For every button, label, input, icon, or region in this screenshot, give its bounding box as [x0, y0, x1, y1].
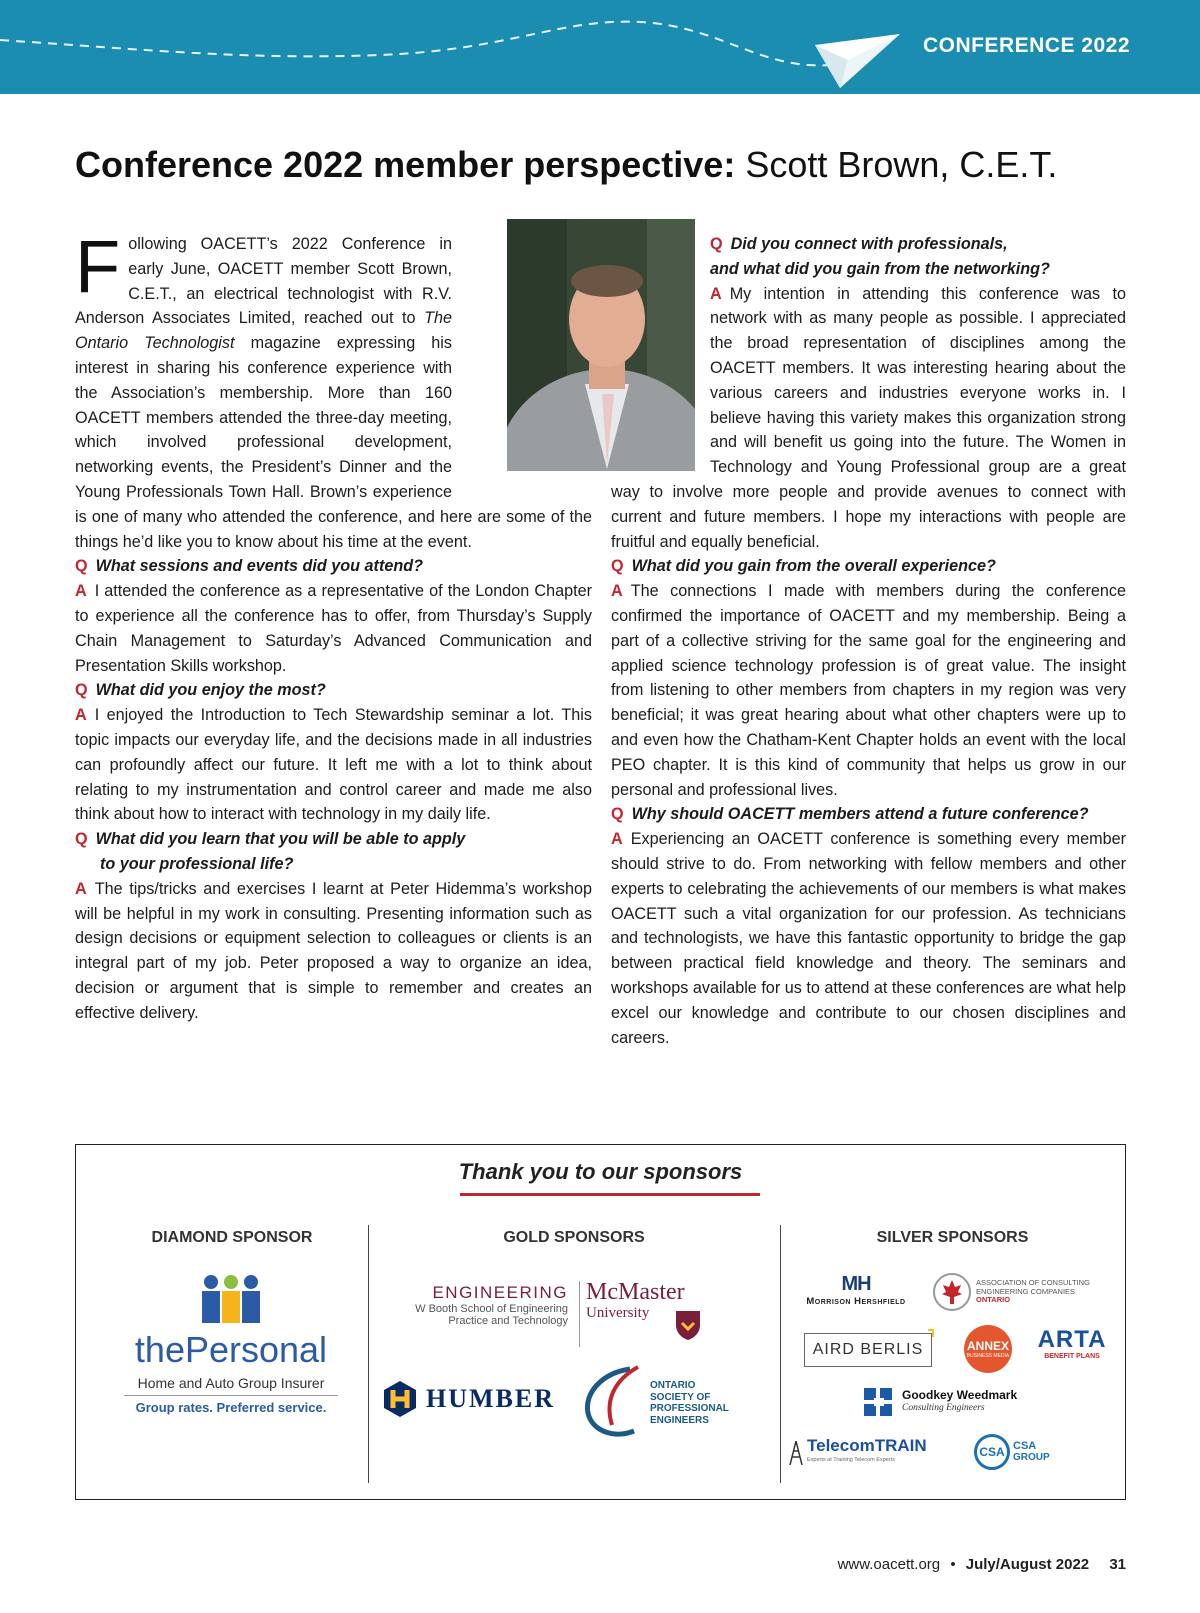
tower-icon — [788, 1439, 804, 1467]
goodkey-text: Goodkey Weedmark Consulting Engineers — [902, 1388, 1018, 1413]
intro-text-2: magazine expressing his interest in sharing his conference experience with the Association’s membership. More than 160 OACETT members attended the three-day meeting, which involved professional development, networking events, the President’s Dinner and the Young Professionals Town Hall. Brown’s experience is one of many who attended the conference, and here are some of the things he’d like you to know about his time at the event. — [75, 334, 592, 551]
answer-sessions: A I attended the conference as a representative of the London Chapter to experience all the conference has to offer, from Thursday’s Supply Chain Management to Saturday’s Advanced Communication and Presentation Skills workshop. — [75, 582, 592, 675]
title-bold: Conference 2022 member perspective: — [75, 144, 736, 185]
answer-future: A Experiencing an OACETT conference is something every member should strive to do. From networking with fellow members and other experts to celebrating the achievements of our members is what makes OACETT such a vital organization for our profession. As technicians and technologists, we have this fantastic opportunity to bridge the gap between practical field knowledge and theory. The seminars and workshops available for us to attend at these conferences are what help excel our knowledge and contribute to our chosen disciplines and careers. — [611, 830, 1126, 1047]
booth-line3: Practice and Technology — [448, 1315, 568, 1327]
footer-bullet: • — [950, 1556, 956, 1573]
acec-text: ASSOCIATION OF CONSULTING ENGINEERING COMPANIES ONTARIO — [976, 1278, 1090, 1305]
booth-engineering-logo[interactable] — [388, 1283, 568, 1347]
morrison-hershfield-logo[interactable] — [786, 1273, 926, 1317]
sponsors-box — [75, 1144, 1126, 1500]
telecomtrain-text: TelecomTRAIN Experts at Training Telecom Experts — [807, 1436, 927, 1463]
acec-ontario-logo[interactable] — [932, 1269, 1122, 1315]
csa-mark-icon: CSA — [974, 1434, 1010, 1470]
gold-logo-divider — [579, 1281, 580, 1347]
humber-name: HUMBER — [426, 1384, 555, 1413]
intro-text-1: ollowing OACETT’s 2022 Conference in early June, OACETT member Scott Brown, C.E.T., an electrical technologist with R.V. Anderson Associates Limited, reached out to — [75, 235, 452, 328]
page-number: 31 — [1109, 1556, 1126, 1573]
intro-magazine-name: The Ontario Technologist — [75, 309, 452, 353]
answer-enjoy: A I enjoyed the Introduction to Tech Stewardship seminar a lot. This topic impacts our everyday life, and the decisions made in all industries can profoundly affect our future. It left me with a lot to think about relating to my instrumentation and control career and made me also think about how to interact with technology in my daily life. — [75, 706, 592, 824]
ospe-logo[interactable] — [582, 1363, 752, 1443]
csa-text: CSA GROUP — [1013, 1440, 1050, 1463]
diamond-sponsor-label: DIAMOND SPONSOR — [151, 1229, 313, 1246]
csa-group-logo[interactable] — [974, 1433, 1074, 1471]
goodkey-weedmark-logo[interactable] — [862, 1385, 1062, 1419]
booth-line1: ENGINEERING — [432, 1283, 568, 1302]
question-future: Q Why should OACETT members attend a future conference? — [611, 805, 1089, 824]
mcmaster-logo[interactable] — [586, 1279, 706, 1349]
sponsors-heading-rule — [460, 1193, 760, 1196]
telecomtrain-logo[interactable] — [788, 1435, 958, 1471]
booth-line2: W Booth School of Engineering — [415, 1303, 568, 1315]
humber-logo[interactable] — [382, 1377, 562, 1421]
page-footer — [838, 1556, 1126, 1573]
arta-logo[interactable] — [1032, 1327, 1112, 1371]
morrison-name: Morrison Hershfield — [806, 1296, 906, 1307]
thepersonal-tagline: Home and Auto Group Insurer — [124, 1375, 338, 1396]
header-band — [0, 0, 1200, 94]
right-column — [611, 232, 1126, 1050]
sponsors-heading: Thank you to our sponsors — [458, 1159, 743, 1184]
mcmaster-line2: University — [586, 1305, 650, 1321]
answer-learn: A The tips/tricks and exercises I learnt at Peter Hidemma’s workshop will be helpful in my work in consulting. Presenting information such as design decisions or equipment selection to colleagues or clients is an integral part of my job. Peter proposed a way to organize an idea, decision or argument that is simple to remember and creates an effective delivery. — [75, 879, 592, 1022]
answer-overall: A The connections I made with members during the conference confirmed the importance of OACETT and my membership. Being a part of a collective striving for the same goal for the engineering and applied science technology profession is of great value. The insight from listening to other members from chapters in my region was very beneficial; it was great hearing about what other chapters were up to and even how the Chatham-Kent Chapter holds an event with the local PEO chapter. It is this kind of community that helps us grow in our personal and professional lives. — [611, 582, 1126, 799]
drop-cap: F — [75, 225, 121, 308]
page-title — [75, 143, 1057, 187]
aird-berlis-logo[interactable]: AIRD BERLIS — [804, 1333, 932, 1367]
arta-sub: BENEFIT PLANS — [1044, 1353, 1100, 1360]
left-column — [75, 225, 592, 1026]
maple-leaf-icon — [932, 1272, 972, 1312]
mcmaster-crest-icon — [674, 1309, 702, 1341]
question-overall: Q What did you gain from the overall experience? — [611, 557, 996, 576]
photo-spacer-right — [611, 232, 710, 472]
thepersonal-name: thePersonal — [134, 1329, 328, 1370]
footer-issue: July/August 2022 — [965, 1556, 1090, 1573]
column-divider-2 — [780, 1225, 781, 1483]
people-icon — [196, 1273, 266, 1325]
silver-sponsors-label: SILVER SPONSORS — [876, 1229, 1029, 1246]
morrison-mark: MH — [841, 1273, 871, 1295]
thepersonal-logo[interactable] — [106, 1273, 356, 1443]
footer-url[interactable]: www.oacett.org — [837, 1556, 941, 1573]
photo-spacer — [452, 232, 592, 484]
ospe-text: ONTARIO SOCIETY OF PROFESSIONAL ENGINEERS — [650, 1380, 729, 1426]
answer-connect: A My intention in attending this conference was to network with as many people as possible. I appreciated the broad representation of disciplines among the OACETT members. It was interesting hearing about the various careers and industries everyone works in. I believe having this variety makes this organization strong and will benefit us going into the future. The Women in Technology and Young Professional group are a great way to involve more people and provide avenues to connect with current and future members. I hope my interactions with people are fruitful and equally beneficial. — [611, 284, 1126, 551]
title-name: Scott Brown, C.E.T. — [735, 144, 1058, 185]
column-divider-1 — [368, 1225, 369, 1483]
humber-mark-icon — [382, 1380, 418, 1418]
goodkey-mark-icon — [862, 1386, 896, 1418]
thepersonal-slogan: Group rates. Preferred service. — [135, 1400, 327, 1415]
ospe-swoosh-icon — [582, 1365, 644, 1441]
question-connect: Q Did you connect with professionals, and what did you gain from the networking? — [710, 235, 1050, 278]
aird-accent — [928, 1329, 934, 1337]
gold-sponsors-label: GOLD SPONSORS — [503, 1229, 645, 1246]
arta-name: ARTA — [1037, 1326, 1107, 1353]
question-enjoy: Q What did you enjoy the most? — [75, 681, 326, 700]
paper-plane-icon — [815, 34, 900, 88]
mcmaster-line1: McMaster — [586, 1279, 685, 1305]
annex-logo[interactable]: ANNEX BUSINESS MEDIA — [964, 1325, 1012, 1373]
question-sessions: Q What sessions and events did you attend? — [75, 557, 423, 576]
section-label: CONFERENCE 2022 — [922, 34, 1130, 57]
question-learn: Q What did you learn that you will be able to apply to your professional life? — [75, 830, 466, 873]
